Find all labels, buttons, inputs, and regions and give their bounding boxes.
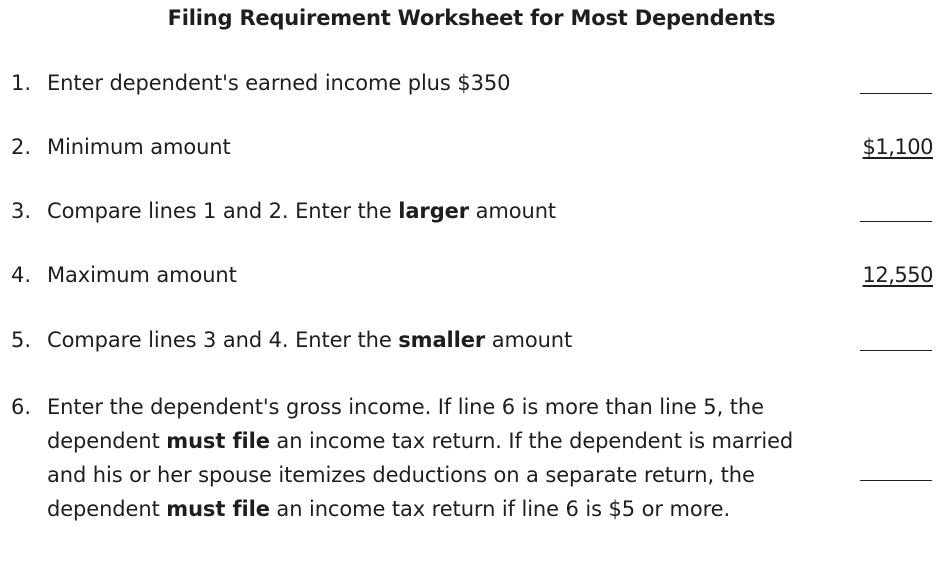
emphasis-must-file: must file: [166, 429, 270, 453]
line-text: [47, 194, 801, 228]
line-text-part: amount: [469, 199, 557, 223]
line-text: [47, 258, 801, 292]
line-text-part: an income tax return if line 6 is $5 or more.: [269, 497, 731, 521]
line-2-amount: $1,100: [862, 135, 933, 159]
line-number: 6.: [11, 395, 32, 419]
emphasis-larger: larger: [398, 199, 470, 223]
line-number: 2.: [11, 135, 32, 159]
line-text-part: an income tax return. If the dependent is married and his or her spouse itemizes deductions on a separate return, the dependent: [47, 429, 794, 521]
line-text: [47, 66, 801, 100]
emphasis-must-file: must file: [166, 497, 270, 521]
line-text-part: Compare lines 1 and 2. Enter the: [47, 199, 399, 223]
line-text-part: Enter dependent's earned income plus $350: [47, 71, 511, 95]
line-number: 5.: [11, 328, 32, 352]
worksheet-line-3: [11, 194, 801, 228]
emphasis-smaller: smaller: [398, 328, 486, 352]
line-text-part: Minimum amount: [47, 135, 231, 159]
worksheet-line-2: [11, 130, 801, 164]
line-5-entry-blank[interactable]: [860, 350, 932, 351]
line-1-entry-blank[interactable]: [860, 93, 932, 94]
line-number: 4.: [11, 263, 32, 287]
line-text-part: Maximum amount: [47, 263, 237, 287]
line-text: [47, 130, 801, 164]
line-4-amount: 12,550: [862, 263, 933, 287]
line-text-part: Compare lines 3 and 4. Enter the: [47, 328, 399, 352]
line-number: 1.: [11, 71, 32, 95]
worksheet-title: Filing Requirement Worksheet for Most Dependents: [167, 6, 776, 30]
line-text: [47, 323, 801, 357]
worksheet-line-1: [11, 66, 801, 100]
line-number: 3.: [11, 199, 32, 223]
line-6-entry-blank[interactable]: [860, 480, 932, 481]
worksheet-line-4: [11, 258, 801, 292]
worksheet-line-5: [11, 323, 801, 357]
line-text-part: Enter the dependent's gross income. If line 6 is more than line 5, the dependent: [47, 395, 764, 453]
line-text: [47, 390, 801, 526]
line-3-entry-blank[interactable]: [860, 221, 932, 222]
line-text-part: amount: [485, 328, 573, 352]
worksheet-line-6: [11, 390, 801, 526]
